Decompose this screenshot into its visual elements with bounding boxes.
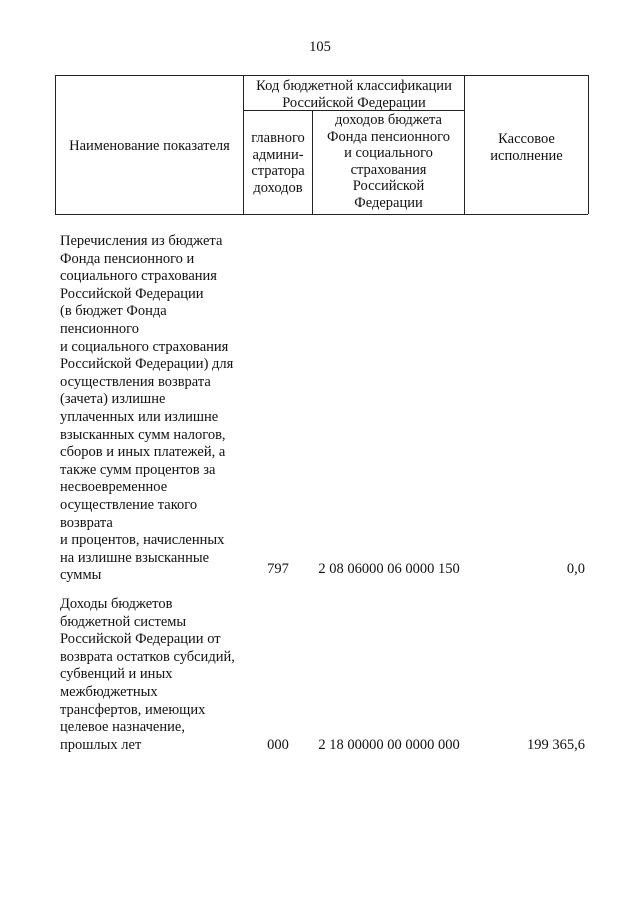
column-header-admin: главного админи- стратора доходов: [251, 130, 305, 196]
header-bottom-border: [55, 214, 588, 215]
page-number: 105: [309, 39, 331, 55]
column-header-name: Наименование показателя: [69, 138, 230, 154]
table-top-border: [55, 75, 588, 76]
row-amount: 199 365,6: [527, 737, 585, 753]
row-name: Доходы бюджетов бюджетной системы Российской Федерации от возврата остатков субсидий, субвенций и иных межбюджетных трансфертов, имеющих целевое назначение, прошлых лет: [60, 596, 235, 753]
row-budget-code: 2 08 06000 06 0000 150: [318, 561, 460, 577]
column-group-header: Код бюджетной классификации Российской Федерации: [256, 78, 452, 111]
right-border: [588, 75, 589, 214]
row-amount: 0,0: [566, 561, 585, 577]
column-header-amount: Кассовое исполнение: [490, 131, 563, 164]
column-header-income: доходов бюджета Фонда пенсионного и социального страхования Российской Федерации: [327, 112, 450, 211]
row-admin-code: 797: [267, 561, 289, 577]
row-budget-code: 2 18 00000 00 0000 000: [318, 737, 460, 753]
row-admin-code: 000: [267, 737, 289, 753]
row-name: Перечисления из бюджета Фонда пенсионного и социального страхования Российской Федерации (в бюджет Фонда пенсионного и социального страхования Российской Федерации) для осуществления возврата (зачета) излишне уплаченных или излишне взысканных сумм налогов, сборов и иных платежей, а также сумм процентов за несвоевременное осуществление такого возврата и процентов, начисленных на излишне взысканные суммы: [60, 233, 234, 584]
